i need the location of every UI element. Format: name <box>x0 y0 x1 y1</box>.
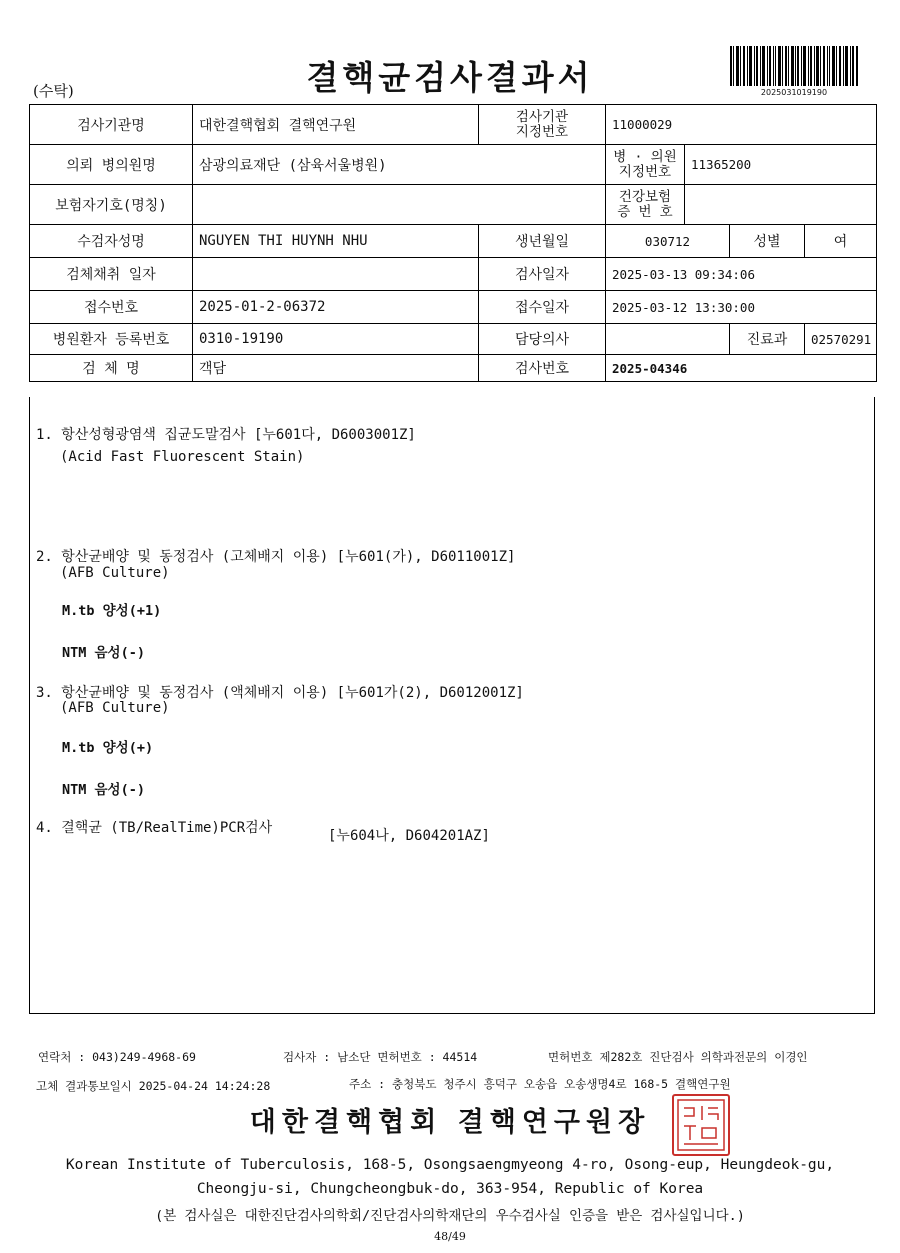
collection-date-value <box>193 258 479 291</box>
health-ins-label <box>606 185 685 225</box>
sex-label: 성별 <box>730 225 805 258</box>
test-no-label: 검사번호 <box>479 355 606 382</box>
receipt-mark: (수탁) <box>33 82 74 100</box>
page-number: 48/49 <box>434 1230 466 1243</box>
collection-date-label: 검체채취 일자 <box>30 258 193 291</box>
doctor-value <box>606 324 730 355</box>
clinic-code-label <box>606 145 685 185</box>
test-3-title: 3. 항산균배양 및 동정검사 (액체배지 이용) [누601가(2), D6012001Z] <box>36 685 524 701</box>
specimen-value: 객담 <box>193 355 479 382</box>
inst-code-label-line2: 지정번호 <box>515 123 569 140</box>
institution-label: 검사기관명 <box>30 105 193 145</box>
footer-address-kr: 주소 : 충청북도 청주시 흥덕구 오송읍 오송생명4로 168-5 결핵연구원 <box>349 1077 731 1091</box>
inst-code-label-line1: 검사기관 <box>515 108 569 125</box>
receipt-no-label: 접수번호 <box>30 291 193 324</box>
test-1-subtitle: (Acid Fast Fluorescent Stain) <box>60 449 305 465</box>
health-ins-label-line2: 증 번 호 <box>617 203 673 220</box>
test-3-result-ntm: NTM 음성(-) <box>62 782 145 798</box>
test-4-code: [누604나, D604201AZ] <box>328 828 490 844</box>
test-4-title: 4. 결핵균 (TB/RealTime)PCR검사 <box>36 820 273 836</box>
footer-tester: 검사자 : 남소단 면허번호 : 44514 <box>283 1050 478 1064</box>
clinic-code-value: 11365200 <box>685 145 877 185</box>
test-date-value: 2025-03-13 09:34:06 <box>606 258 877 291</box>
footer-report-date: 고체 결과통보일시 2025-04-24 14:24:28 <box>36 1079 271 1093</box>
inst-code-value: 11000029 <box>606 105 877 145</box>
address-en-line1: Korean Institute of Tuberculosis, 168-5, Osongsaengmyeong 4-ro, Osong-eup, Heungdeok-gu, <box>65 1157 835 1173</box>
patient-name-label: 수검자성명 <box>30 225 193 258</box>
test-date-label: 검사일자 <box>479 258 606 291</box>
receipt-date-value: 2025-03-12 13:30:00 <box>606 291 877 324</box>
health-ins-value <box>685 185 877 225</box>
test-1-title: 1. 항산성형광염색 집균도말검사 [누601다, D6003001Z] <box>36 427 416 443</box>
president-title: 대한결핵협회 결핵연구원장 <box>249 1107 651 1138</box>
footer-contact: 연락처 : 043)249-4968-69 <box>38 1050 196 1064</box>
test-2-subtitle: (AFB Culture) <box>60 565 170 581</box>
test-3-result-mtb: M.tb 양성(+) <box>62 740 154 756</box>
clinic-code-label-line1: 병 · 의원 <box>613 148 677 165</box>
test-3-subtitle: (AFB Culture) <box>60 700 170 716</box>
reg-no-label: 병원환자 등록번호 <box>30 324 193 355</box>
birth-value: 030712 <box>606 225 730 258</box>
birth-label: 생년월일 <box>479 225 606 258</box>
doctor-label: 담당의사 <box>479 324 606 355</box>
test-2-result-ntm: NTM 음성(-) <box>62 645 145 661</box>
test-2-title: 2. 항산균배양 및 동정검사 (고체배지 이용) [누601(가), D6011001Z] <box>36 549 516 565</box>
barcode <box>730 46 858 86</box>
insurer-value <box>193 185 606 225</box>
reg-no-value: 0310-19190 <box>193 324 479 355</box>
patient-name-value: NGUYEN THI HUYNH NHU <box>193 225 479 258</box>
test-2-result-mtb: M.tb 양성(+1) <box>62 603 162 619</box>
patient-info-table <box>29 104 877 382</box>
address-en-line2: Cheongju-si, Chungcheongbuk-do, 363-954, Republic of Korea <box>196 1181 704 1197</box>
sex-value: 여 <box>805 225 877 258</box>
insurer-label: 보험자기호(명칭) <box>30 185 193 225</box>
dept-value: 02570291 <box>805 324 877 355</box>
dept-label: 진료과 <box>730 324 805 355</box>
barcode-number: 2025031019190 <box>760 88 828 97</box>
receipt-no-value: 2025-01-2-06372 <box>193 291 479 324</box>
receipt-date-label: 접수일자 <box>479 291 606 324</box>
requester-value: 삼광의료재단 (삼육서울병원) <box>193 145 606 185</box>
document-title: 결핵균검사결과서 <box>306 58 594 97</box>
inst-code-label <box>479 105 606 145</box>
certification-note: (본 검사실은 대한진단검사의학회/진단검사의학재단의 우수검사실 인증을 받은 검사실입니다.) <box>155 1208 745 1224</box>
requester-label: 의뢰 병의원명 <box>30 145 193 185</box>
footer-specialist: 면허번호 제282호 진단검사 의학과전문의 이경인 <box>548 1050 808 1064</box>
specimen-label: 검 체 명 <box>30 355 193 382</box>
health-ins-label-line1: 건강보험 <box>618 188 672 205</box>
test-no-value: 2025-04346 <box>606 355 877 382</box>
clinic-code-label-line2: 지정번호 <box>618 163 672 180</box>
institution-value: 대한결핵협회 결핵연구원 <box>193 105 479 145</box>
